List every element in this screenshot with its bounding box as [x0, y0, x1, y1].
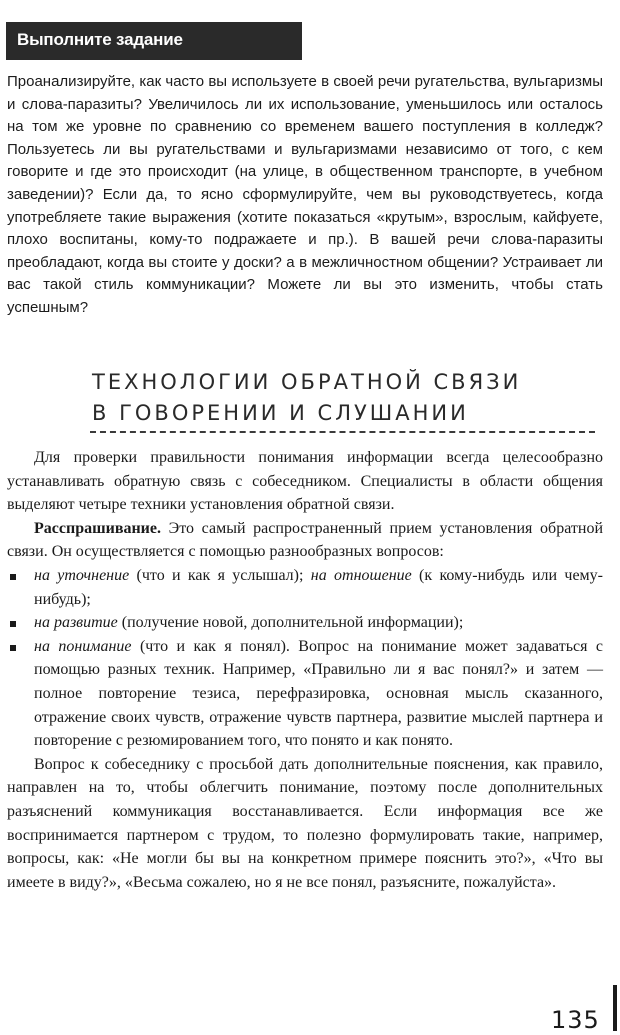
list-item-text: (что и как я услышал); [129, 566, 311, 584]
task-box-label: Выполните задание [17, 30, 183, 49]
list-item [7, 635, 603, 753]
closing-paragraph: Вопрос к собеседнику с просьбой дать дополнительные пояснения, как правило, направлен на то, чтобы облегчить понимание, поэтому после дополнительных разъяснений коммуникация восстанавливается. Если информация все же воспринимается партнером с трудом, то полезно формулировать такие, например, вопросы, как: «Не могли бы вы на конкретном примере пояснить это?», «Что вы имеете в виду?», «Весьма сожалею, но я не все понял, разъясните, пожалуйста». [7, 755, 603, 891]
list-item-term: на развитие [34, 614, 118, 632]
page-edge-mark [613, 985, 617, 1031]
section-divider [90, 431, 595, 433]
questioning-text: Это самый распространенный прием установления обратной связи. Он осуществляется с помощью разнообразных вопросов: [7, 519, 603, 561]
bullet-square-icon [10, 574, 16, 580]
list-item-term: на понимание [34, 637, 132, 655]
body-text [7, 446, 603, 894]
questioning-paragraph [7, 517, 603, 564]
list-item-text: (получение новой, дополнительной информации); [117, 614, 464, 632]
section-heading-line-1: ТЕХНОЛОГИИ ОБРАТНОЙ СВЯЗИ [92, 370, 522, 394]
list-item-term: на уточнение [34, 566, 130, 584]
list-item-term: на отношение [310, 566, 412, 584]
list-item [7, 611, 603, 635]
intro-paragraph: Для проверки правильности понимания информации всегда целесообразно устанавливать обратную связь с собеседником. Специалисты в области общения выделяют четыре техники установления обратной связи. [7, 449, 603, 514]
list-item-text: (к кому-нибудь или чему-нибудь); [34, 566, 604, 608]
task-box-header [6, 22, 302, 60]
bullet-square-icon [10, 645, 16, 651]
questioning-term: Расспрашивание. [34, 519, 161, 537]
page-number: 135 [551, 1006, 600, 1034]
bullet-square-icon [10, 621, 16, 627]
list-item-text: (что и как я понял). Вопрос на понимание может задаваться с помощью разных техник. Например, «Правильно ли я вас понял?» и затем — полное повторение тезиса, перефразировка, основная мысль сказанного, отражение своих чувств, отражение чувств партнера, развитие мыслей партнера и повторение с резюмированием того, что понято и как понято. [34, 637, 604, 750]
list-item [7, 564, 603, 611]
task-text: Проанализируйте, как часто вы используете в своей речи ругательства, вульгаризмы и слова-паразиты? Увеличилось ли их использование, уменьшилось или осталось на том же уровне по сравнению со временем вашего поступления в колледж? Пользуетесь ли вы ругательствами и вульгаризмами независимо от того, с кем говорите и где это происходит (на улице, в общественном транспорте, в учебном заведении)? Если да, то ясно сформулируйте, чем вы руководствуетесь, когда употребляете такие выражения (хотите показаться «крутым», взрослым, кайфуете, плохо воспитаны, кому-то подражаете и пр.). В вашей речи слова-паразиты преобладают, когда вы стоите у доски? а в межличностном общении? Устраивает ли вас такой стиль коммуникации? Можете ли вы это изменить, чтобы стать успешным? [7, 73, 603, 316]
section-heading [92, 367, 521, 429]
question-type-list [7, 564, 603, 753]
section-heading-line-2: В ГОВОРЕНИИ И СЛУШАНИИ [92, 401, 469, 425]
